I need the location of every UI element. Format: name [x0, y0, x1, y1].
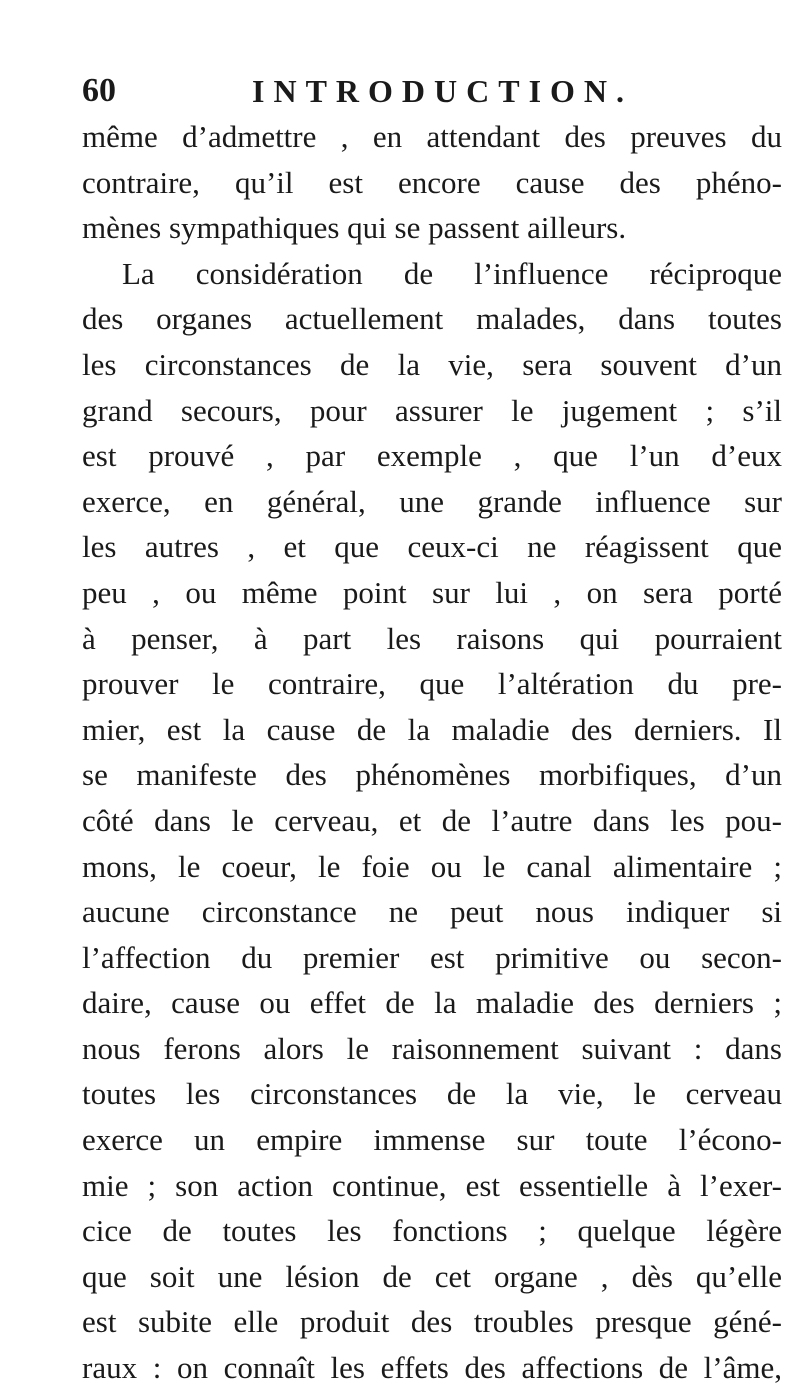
text-line: l’affection du premier est primitive ou secon-: [82, 939, 782, 975]
text-line: mons, le coeur, le foie ou le canal alimentaire ;: [82, 848, 782, 884]
page-number: 60: [82, 72, 116, 109]
text-line: exerce, en général, une grande influence sur: [82, 483, 782, 519]
text-line: mènes sympathiques qui se passent ailleurs.: [82, 210, 627, 246]
text-line: est subite elle produit des troubles presque géné-: [82, 1304, 782, 1340]
text-line: aucune circonstance ne peut nous indiquer si: [82, 894, 782, 930]
text-line: à penser, à part les raisons qui pourraient: [82, 620, 782, 656]
text-line: que soit une lésion de cet organe , dès qu’elle: [82, 1258, 782, 1294]
text-line: mie ; son action continue, est essentielle à l’exer-: [82, 1167, 782, 1203]
text-line: peu , ou même point sur lui , on sera porté: [82, 574, 782, 610]
page-header: [82, 66, 782, 116]
text-line: daire, cause ou effet de la maladie des derniers ;: [82, 985, 782, 1021]
text-line: les circonstances de la vie, sera souvent d’un: [82, 346, 782, 382]
text-line: même d’admettre , en attendant des preuves du: [82, 119, 782, 154]
text-line: grand secours, pour assurer le jugement ; s’il: [82, 392, 782, 428]
text-line: mier, est la cause de la maladie des derniers. Il: [82, 711, 782, 747]
text-line: côté dans le cerveau, et de l’autre dans les pou-: [82, 802, 782, 838]
text-line: les autres , et que ceux-ci ne réagissent que: [82, 529, 782, 565]
text-line: La considération de l’influence réciproque: [122, 255, 782, 291]
text-line: toutes les circonstances de la vie, le cerveau: [82, 1076, 782, 1112]
text-line: se manifeste des phénomènes morbifiques, d’un: [82, 757, 782, 793]
text-line: nous ferons alors le raisonnement suivant : dans: [82, 1030, 782, 1066]
running-head: INTRODUCTION.: [252, 73, 634, 109]
text-line: prouver le contraire, que l’altération du pre-: [82, 666, 782, 702]
body-text: [82, 114, 782, 1391]
text-line: cice de toutes les fonctions ; quelque légère: [82, 1213, 782, 1249]
text-line: exerce un empire immense sur toute l’écono-: [82, 1122, 782, 1158]
text-line: raux : on connaît les effets des affections de l’âme,: [82, 1350, 782, 1386]
text-line: des organes actuellement malades, dans toutes: [82, 301, 782, 337]
text-line: est prouvé , par exemple , que l’un d’eux: [82, 438, 782, 474]
text-line: contraire, qu’il est encore cause des phéno-: [82, 164, 782, 200]
